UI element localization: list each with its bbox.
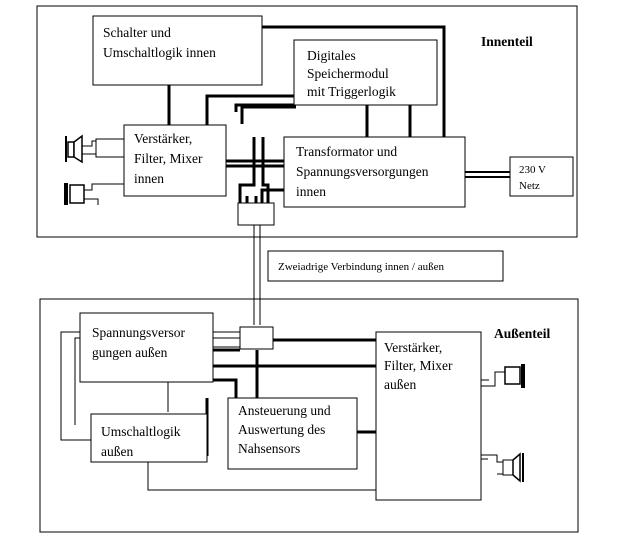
svg-text:Filter, Mixer: Filter, Mixer [134, 151, 203, 166]
svg-text:Schalter und: Schalter und [103, 25, 171, 40]
svg-text:Netz: Netz [519, 180, 540, 192]
connection-label: Zweiadrige Verbindung innen / außen [278, 261, 444, 273]
svg-text:außen: außen [101, 444, 134, 459]
junction-inner [238, 203, 274, 225]
inner-section-title: Innenteil [481, 34, 533, 49]
svg-text:Ansteuerung und: Ansteuerung und [238, 403, 331, 418]
svg-text:Filter, Mixer: Filter, Mixer [384, 358, 453, 373]
svg-text:mit Triggerlogik: mit Triggerlogik [307, 84, 396, 99]
svg-text:Digitales: Digitales [307, 48, 356, 63]
svg-text:Nahsensors: Nahsensors [238, 441, 301, 456]
svg-text:Verstärker,: Verstärker, [134, 131, 193, 146]
svg-text:Speichermodul: Speichermodul [307, 66, 389, 81]
outer-section-title: Außenteil [494, 326, 551, 341]
svg-text:230 V: 230 V [519, 164, 546, 176]
svg-text:Verstärker,: Verstärker, [384, 340, 443, 355]
svg-text:innen: innen [296, 184, 326, 199]
svg-text:außen: außen [384, 377, 417, 392]
svg-text:Spannungsversorgungen: Spannungsversorgungen [296, 164, 429, 179]
svg-text:innen: innen [134, 171, 164, 186]
svg-text:Umschaltlogik innen: Umschaltlogik innen [103, 45, 216, 60]
svg-text:Umschaltlogik: Umschaltlogik [101, 424, 181, 439]
svg-text:Spannungsversor: Spannungsversor [92, 325, 185, 340]
svg-text:gungen außen: gungen außen [92, 345, 168, 360]
junction-outer [240, 327, 273, 349]
svg-text:Auswertung des: Auswertung des [238, 422, 326, 437]
svg-text:Transformator und: Transformator und [296, 144, 398, 159]
